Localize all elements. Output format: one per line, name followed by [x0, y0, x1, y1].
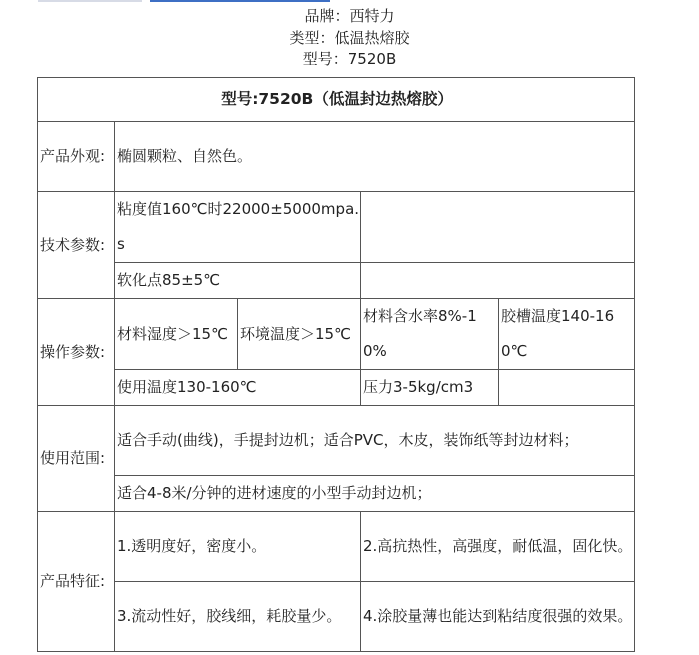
brand-line: 品牌：西特力 [304, 7, 395, 25]
tank-temp-value: 胶槽温度140-160℃ [499, 299, 635, 370]
top-accent-bar [0, 0, 699, 4]
model-line: 型号：7520B [302, 50, 397, 68]
moisture-value: 材料含水率8%-10% [361, 299, 499, 370]
material-temp-value: 材料湿度＞15℃ [115, 299, 238, 370]
operation-label: 操作参数: [38, 299, 115, 406]
spec-table [37, 77, 635, 652]
appearance-value: 椭圆颗粒、自然色。 [115, 122, 635, 192]
viscosity-value: 粘度值160℃时22000±5000mpa.s [115, 192, 361, 263]
softening-value: 软化点85±5℃ [115, 263, 361, 299]
scope-label: 使用范围: [38, 406, 115, 512]
scope-line2: 适合4-8米/分钟的进材速度的小型手动封边机； [115, 476, 635, 512]
use-temp-value: 使用温度130-160℃ [115, 370, 361, 406]
tech-empty-cell-2 [361, 263, 635, 299]
type-line: 类型：低温热熔胶 [289, 28, 410, 47]
appearance-label: 产品外观: [38, 122, 115, 192]
feature-2: 2.高抗热性，高强度，耐低温，固化快。 [361, 512, 635, 582]
scope-line1: 适合手动(曲线)，手提封边机；适合PVC，木皮，装饰纸等封边材料； [115, 406, 635, 476]
features-label: 产品特征: [38, 512, 115, 652]
pressure-value: 压力3-5kg/cm3 [361, 370, 499, 406]
table-title: 型号:7520B（低温封边热熔胶） [38, 78, 635, 122]
tech-empty-cell [361, 192, 635, 263]
top-accent-segment-grey [38, 0, 142, 2]
operation-empty-cell [499, 370, 635, 406]
feature-1: 1.透明度好，密度小。 [115, 512, 361, 582]
env-temp-value: 环境温度＞15℃ [238, 299, 361, 370]
feature-4: 4.涂胶量薄也能达到粘结度很强的效果。 [361, 582, 635, 652]
top-accent-segment-blue [150, 0, 330, 2]
product-header [0, 6, 699, 71]
tech-label: 技术参数: [38, 192, 115, 299]
feature-3: 3.流动性好，胶线细，耗胶量少。 [115, 582, 361, 652]
